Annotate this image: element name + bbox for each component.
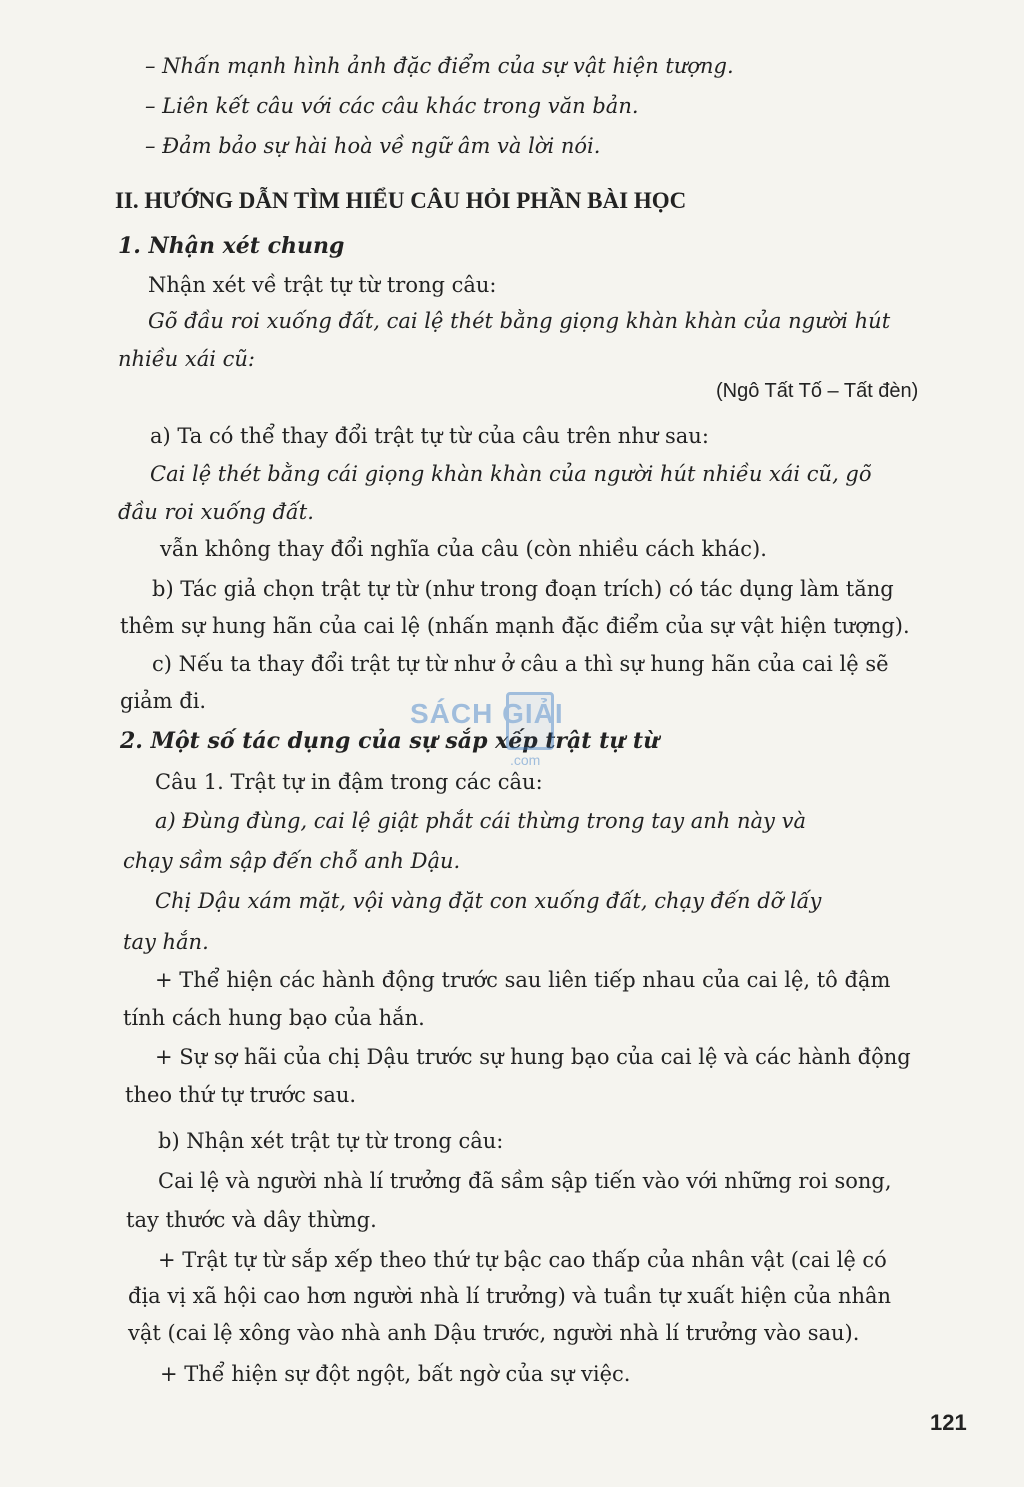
subsection-heading: 2. Một số tác dụng của sự sắp xếp trật tự từ <box>120 728 660 754</box>
paragraph-line: a) Ta có thể thay đổi trật tự từ của câu trên như sau: <box>150 424 709 448</box>
quote-line: đầu roi xuống đất. <box>118 500 314 524</box>
subsection-heading: 1. Nhận xét chung <box>118 233 345 259</box>
paragraph-line: tay thước và dây thừng. <box>126 1208 377 1232</box>
paragraph-line: tính cách hung bạo của hắn. <box>123 1006 425 1030</box>
quote-line: Gõ đầu roi xuống đất, cai lệ thét bằng giọng khàn khàn của người hút <box>148 309 891 333</box>
quote-line: Cai lệ thét bằng cái giọng khàn khàn của người hút nhiều xái cũ, gõ <box>150 462 872 486</box>
paragraph-line: thêm sự hung hãn của cai lệ (nhấn mạnh đặc điểm của sự vật hiện tượng). <box>120 614 910 638</box>
paragraph-line: vẫn không thay đổi nghĩa của câu (còn nhiều cách khác). <box>160 537 767 561</box>
paragraph-line: b) Tác giả chọn trật tự từ (như trong đoạn trích) có tác dụng làm tăng <box>152 577 894 601</box>
page-number: 121 <box>930 1410 967 1435</box>
watermark-sub: .com <box>510 752 541 768</box>
paragraph-line: Cai lệ và người nhà lí trưởng đã sầm sập tiến vào với những roi song, <box>158 1169 892 1193</box>
bullet-line: – Đảm bảo sự hài hoà về ngữ âm và lời nói. <box>145 134 601 158</box>
paragraph-line: Nhận xét về trật tự từ trong câu: <box>148 273 497 297</box>
paragraph-line: + Trật tự từ sắp xếp theo thứ tự bậc cao thấp của nhân vật (cai lệ có <box>158 1248 887 1272</box>
quote-line: a) Đùng đùng, cai lệ giật phắt cái thừng trong tay anh này và <box>155 809 806 833</box>
paragraph-line: + Sự sợ hãi của chị Dậu trước sự hung bạo của cai lệ và các hành động <box>155 1045 911 1069</box>
paragraph-line: + Thể hiện các hành động trước sau liên tiếp nhau của cai lệ, tô đậm <box>155 968 891 992</box>
watermark-text: SÁCH GIẢI <box>410 698 564 729</box>
paragraph-line: c) Nếu ta thay đổi trật tự từ như ở câu a thì sự hung hãn của cai lệ sẽ <box>152 652 889 676</box>
quote-line: tay hắn. <box>123 930 209 954</box>
section-heading: II. HƯỚNG DẪN TÌM HIỂU CÂU HỎI PHẦN BÀI HỌC <box>115 188 687 213</box>
bullet-line: – Liên kết câu với các câu khác trong văn bản. <box>145 94 639 118</box>
bullet-line: – Nhấn mạnh hình ảnh đặc điểm của sự vật hiện tượng. <box>145 54 734 78</box>
paragraph-line: + Thể hiện sự đột ngột, bất ngờ của sự việc. <box>160 1362 631 1386</box>
quote-line: nhiều xái cũ: <box>118 347 256 371</box>
citation: (Ngô Tất Tố – Tất đèn) <box>716 380 919 402</box>
quote-line: chạy sầm sập đến chỗ anh Dậu. <box>123 849 461 873</box>
paragraph-line: Câu 1. Trật tự in đậm trong các câu: <box>155 770 543 794</box>
paragraph-line: địa vị xã hội cao hơn người nhà lí trưởng) và tuần tự xuất hiện của nhân <box>128 1284 892 1308</box>
watermark-logo <box>410 692 620 772</box>
paragraph-line: b) Nhận xét trật tự từ trong câu: <box>158 1129 504 1153</box>
paragraph-line: theo thứ tự trước sau. <box>125 1083 357 1107</box>
paragraph-line: giảm đi. <box>120 689 207 713</box>
paragraph-line: vật (cai lệ xông vào nhà anh Dậu trước, người nhà lí trưởng vào sau). <box>128 1321 860 1345</box>
quote-line: Chị Dậu xám mặt, vội vàng đặt con xuống đất, chạy đến dỡ lấy <box>155 889 822 913</box>
